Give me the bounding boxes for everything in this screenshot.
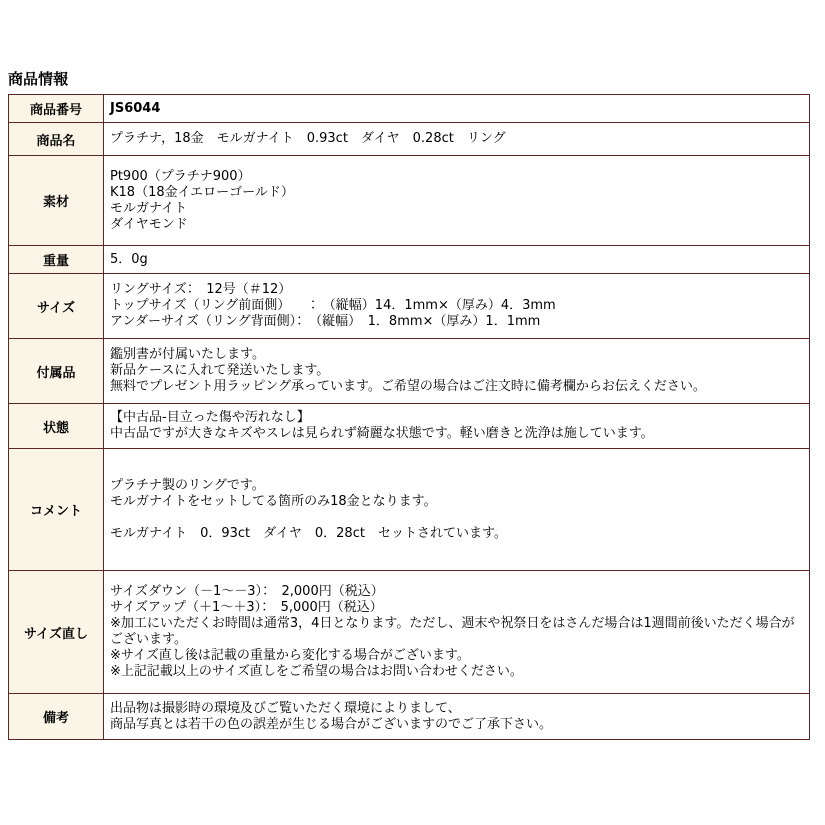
row-value-line: 商品写真とは若干の色の誤差が生じる場合がございますのでご了承下さい。 (110, 716, 553, 732)
row-value-line: 【中古品-目立った傷や汚れなし】 (110, 410, 310, 425)
row-value-line: サイズダウン（－1～－3）： 2,000円（税込） (110, 584, 384, 599)
row-value-line: モルガナイト 0．93ct ダイヤ 0．28ct セットされています。 (110, 525, 507, 541)
row-label: 商品番号 (9, 95, 104, 123)
row-label: 素材 (9, 156, 104, 246)
table-row (9, 95, 810, 123)
row-value (104, 274, 810, 339)
row-value-line: ダイヤモンド (110, 216, 188, 232)
table-row (9, 156, 810, 246)
table-row (9, 339, 810, 404)
page-title: 商品情報 (8, 70, 69, 88)
row-value-line: ※上記記載以上のサイズ直しをご希望の場合はお問い合わせください。 (110, 664, 523, 679)
row-value-line (110, 510, 805, 526)
table-row (9, 123, 810, 156)
row-value (104, 339, 810, 404)
row-value-line: 5．0g (110, 251, 148, 267)
row-value-line: リングサイズ： 12号（＃12） (110, 282, 292, 297)
product-info-rows (9, 95, 810, 740)
row-value-line: サイズアップ（＋1～＋3）： 5,000円（税込） (110, 600, 383, 615)
row-value-line: Pt900（プラチナ900） (110, 168, 251, 184)
row-value-line: 鑑別書が付属いたします。 (110, 347, 265, 362)
table-row (9, 404, 810, 449)
row-label: サイズ (9, 274, 104, 339)
row-value (104, 449, 810, 571)
row-value (104, 571, 810, 694)
row-label: コメント (9, 449, 104, 571)
table-row (9, 274, 810, 339)
row-value-line: 新品ケースに入れて発送いたします。 (110, 363, 330, 378)
row-value-line: アンダーサイズ（リング背面側）： （縦幅） 1．8mm×（厚み）1．1mm (110, 314, 541, 329)
row-value (104, 404, 810, 449)
table-row (9, 571, 810, 694)
row-label: 備考 (9, 694, 104, 740)
row-value (104, 95, 810, 123)
row-value-line: K18（18金イエローゴールド） (110, 184, 294, 200)
row-value (104, 246, 810, 274)
row-value-line: プラチナ，18金 モルガナイト 0.93ct ダイヤ 0.28ct リング (110, 131, 506, 146)
row-value (104, 123, 810, 156)
row-value-line: 無料でプレゼント用ラッピング承っています。ご希望の場合はご注文時に備考欄からお伝えください。 (110, 379, 706, 394)
row-value-line: モルガナイト (110, 200, 188, 216)
row-label: 重量 (9, 246, 104, 274)
row-value-line: 出品物は撮影時の環境及びご覧いただく環境によりまして、 (110, 700, 461, 716)
row-value-line: プラチナ製のリングです。 (110, 477, 265, 493)
table-row (9, 246, 810, 274)
row-label: 付属品 (9, 339, 104, 404)
row-value-line: モルガナイトをセットしてる箇所のみ18金となります。 (110, 493, 437, 509)
row-value (104, 694, 810, 740)
row-value-line: ※サイズ直し後は記載の重量から変化する場合がございます。 (110, 648, 470, 663)
row-label: 商品名 (9, 123, 104, 156)
row-value-line: ※加工にいただくお時間は通常3，4日となります。ただし、週末や祝祭日をはさんだ場合は1週間前後いただく場合がございます。 (110, 616, 795, 647)
table-row (9, 694, 810, 740)
table-row (9, 449, 810, 571)
row-value (104, 156, 810, 246)
row-label: サイズ直し (9, 571, 104, 694)
row-value-line: JS6044 (110, 100, 161, 116)
row-label: 状態 (9, 404, 104, 449)
row-value-line: トップサイズ（リング前面側） ： （縦幅）14．1mm×（厚み）4．3mm (110, 298, 556, 313)
row-value-line: 中古品ですが大きなキズやスレは見られず綺麗な状態です。軽い磨きと洗浄は施しています。 (110, 426, 654, 441)
product-info-table (8, 94, 810, 740)
